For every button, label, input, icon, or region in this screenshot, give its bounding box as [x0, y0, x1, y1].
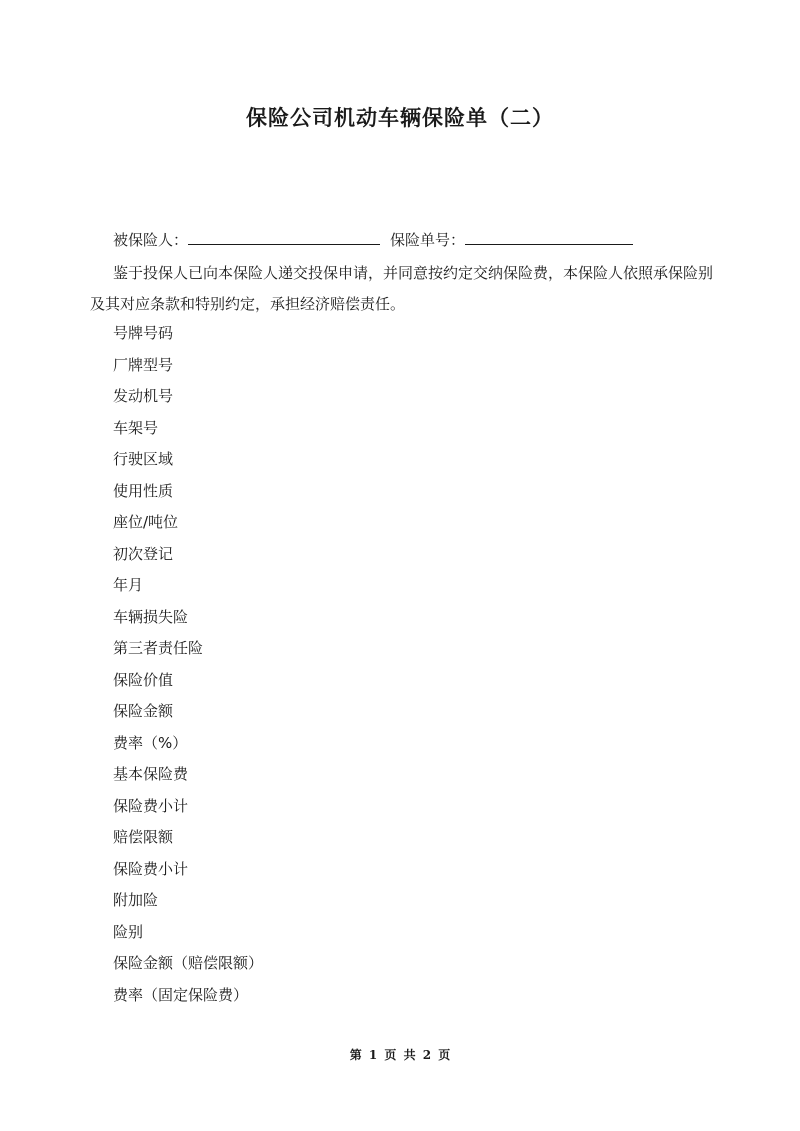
policy-field-label: 车辆损失险 [113, 607, 189, 626]
policy-field-label: 费率（%） [113, 733, 188, 752]
policy-field-label: 保险金额 [113, 702, 174, 720]
policy-field-label: 厂牌型号 [113, 355, 174, 374]
insured-info-row [113, 230, 633, 250]
policy-field-label: 座位/吨位 [113, 513, 179, 531]
policy-field-label: 号牌号码 [113, 324, 174, 342]
policy-number-blank-line [465, 230, 633, 245]
policy-field-label: 年月 [113, 576, 144, 594]
policy-field-label: 保险费小计 [113, 796, 189, 815]
policy-field-label: 费率（固定保险费） [113, 985, 249, 1004]
policy-field-label: 初次登记 [113, 544, 174, 563]
policy-field-label: 车架号 [113, 418, 159, 437]
policy-field-label: 附加险 [113, 891, 159, 909]
policy-field-label: 行驶区域 [113, 450, 174, 468]
policy-field-label: 基本保险费 [113, 765, 189, 783]
insured-label: 被保险人： [113, 231, 189, 249]
document-title: 保险公司机动车辆保险单（二） [246, 106, 554, 130]
policy-field-label: 赔偿限额 [113, 828, 174, 846]
intro-paragraph: 鉴于投保人已向本保险人递交投保申请，并同意按约定交纳保险费，本保险人依照承保险别及其对应条款和特别约定，承担经济赔偿责任。 [90, 264, 714, 313]
policy-field-list [113, 318, 263, 1011]
policy-field-label: 保险价值 [113, 670, 174, 689]
policy-field-label: 使用性质 [113, 481, 174, 500]
policy-field-label: 保险费小计 [113, 859, 189, 878]
policy-field-label: 险别 [113, 922, 144, 941]
policy-number-label: 保险单号： [390, 231, 466, 249]
policy-field-label: 保险金额（赔偿限额） [113, 954, 264, 972]
policy-field-label: 发动机号 [113, 387, 174, 405]
insured-blank-line [188, 230, 380, 245]
page-indicator: 第 1 页 共 2 页 [349, 1048, 451, 1062]
policy-field-label: 第三者责任险 [113, 639, 204, 657]
